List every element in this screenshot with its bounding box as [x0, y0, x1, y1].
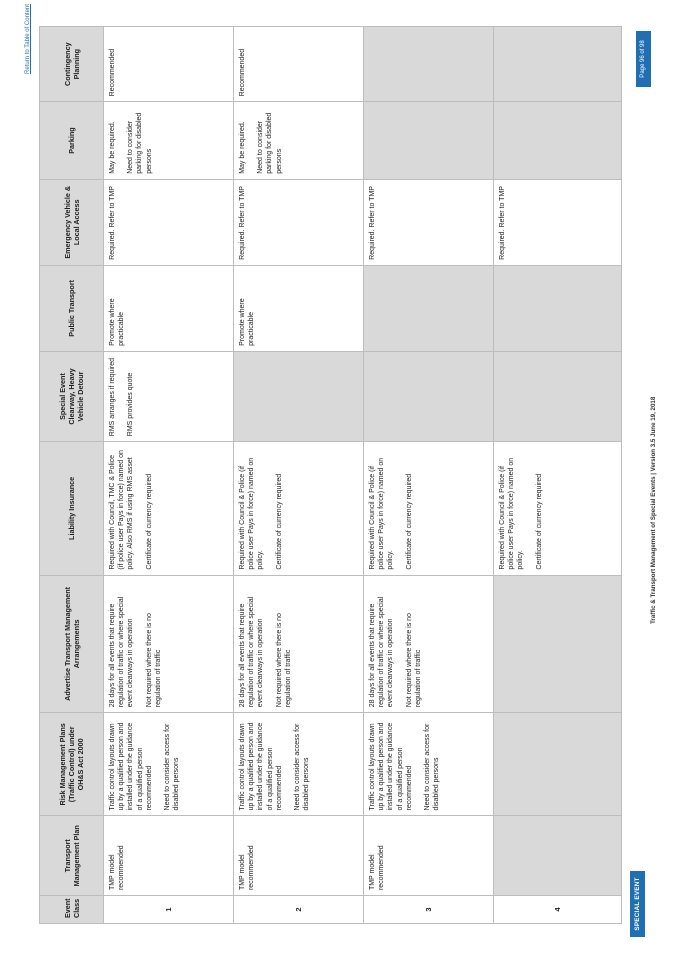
cell-paragraph: Recommended [109, 48, 116, 97]
parking-cell [494, 102, 622, 179]
risk-cell [494, 713, 622, 816]
risk-cell [234, 713, 364, 816]
tmp-cell [234, 816, 364, 896]
cell-paragraph: Promote where practicable [239, 298, 256, 346]
cell-paragraph: 28 days for all events that require regulation of traffic or where special event clearways in operation [239, 596, 265, 708]
liability-cell [234, 442, 364, 575]
cell-paragraph: Required. Refer to TMP [499, 186, 506, 260]
emergency-cell [234, 179, 364, 265]
parking-cell [364, 102, 494, 179]
event-class-cell: 1 [104, 896, 234, 924]
risk-cell [104, 713, 234, 816]
cell-paragraph: Traffic control layouts drawn up by a qualified person and installed under the guidance of a qualified person recommended [109, 722, 153, 811]
cell-paragraph: Recommended [239, 48, 246, 97]
cell-paragraph: 28 days for all events that require regulation of traffic or where special event clearways in operation [369, 596, 395, 708]
tmp-cell [364, 816, 494, 896]
event-class-cell: 3 [364, 896, 494, 924]
advert-cell [104, 575, 234, 713]
cell-paragraph: Not required where there is no regulation of traffic [405, 613, 422, 708]
public-cell [364, 265, 494, 351]
cell-paragraph: Required with Council & Police (if police user Pays in force) named on policy. [499, 457, 525, 570]
event-class-cell: 4 [494, 896, 622, 924]
cell-paragraph: Certificate of currency required [275, 473, 283, 570]
table-row [494, 27, 622, 924]
clearway-cell [494, 351, 622, 441]
cell-paragraph: TMP model recommended [369, 845, 386, 891]
cell-paragraph: Traffic control layouts drawn up by a qualified person and installed under the guidance of a qualified person recommended [239, 722, 283, 811]
table-row [104, 27, 234, 924]
page-number-badge: Page 96 of 98 [636, 31, 651, 87]
cell-paragraph: Need to consider access for disabled persons [164, 723, 181, 811]
advert-cell [234, 575, 364, 713]
column-header: Risk Management Plans (Traffic Control) under OH&S Act 2000 [40, 713, 104, 816]
cell-paragraph: 28 days for all events that require regulation of traffic or where special event clearways in operation [109, 596, 135, 708]
parking-cell [104, 102, 234, 179]
cell-paragraph: May be required. [109, 121, 116, 174]
cell-paragraph: Need to consider access for disabled persons [294, 723, 311, 811]
cell-paragraph: Need to consider access for disabled persons [424, 723, 441, 811]
table-header-row [40, 27, 104, 924]
column-header: Contingency Planning [40, 27, 104, 102]
cell-paragraph: May be required. [239, 121, 246, 174]
contingency-cell [104, 27, 234, 102]
cell-paragraph: RMS provides quote [127, 372, 135, 437]
contingency-cell [234, 27, 364, 102]
cell-paragraph: Certificate of currency required [535, 473, 543, 570]
cell-paragraph: Required with Council & Police (if police user Pays in force) named on policy. [369, 457, 395, 570]
public-cell [494, 265, 622, 351]
cell-paragraph: Traffic control layouts drawn up by a qualified person and installed under the guidance of a qualified person recommended [369, 722, 413, 811]
emergency-cell [494, 179, 622, 265]
return-to-contents-link[interactable]: Return to Table of Content [25, 4, 31, 74]
clearway-cell [364, 351, 494, 441]
cell-paragraph: TMP model recommended [239, 845, 256, 891]
liability-cell [494, 442, 622, 575]
event-class-cell: 2 [234, 896, 364, 924]
clearway-cell [104, 351, 234, 441]
event-class-requirements-table [39, 26, 622, 924]
cell-paragraph: TMP model recommended [109, 845, 126, 891]
cell-paragraph: Promote where practicable [109, 298, 126, 346]
cell-paragraph: Need to consider parking for disabled persons [127, 112, 153, 174]
cell-paragraph: Required. Refer to TMP [109, 186, 116, 260]
cell-paragraph: Need to consider parking for disabled persons [257, 112, 283, 174]
risk-cell [364, 713, 494, 816]
cell-paragraph: Not required where there is no regulation of traffic [275, 613, 292, 708]
liability-cell [104, 442, 234, 575]
column-header: Public Transport [40, 265, 104, 351]
advert-cell [364, 575, 494, 713]
column-header: Event Class [40, 896, 104, 924]
cell-paragraph: Required with Council & Police (if police user Pays in force) named on policy. [239, 457, 265, 570]
cell-paragraph: Required. Refer to TMP [239, 186, 246, 260]
table-row [364, 27, 494, 924]
emergency-cell [364, 179, 494, 265]
public-cell [104, 265, 234, 351]
special-event-guide-tag: SPECIAL EVENT GUIDE [630, 871, 645, 937]
table-row [234, 27, 364, 924]
column-header: Emergency Vehicle & Local Access [40, 179, 104, 265]
cell-paragraph: Certificate of currency required [145, 473, 153, 570]
cell-paragraph: RMS arranges if required [109, 358, 116, 437]
public-cell [234, 265, 364, 351]
column-header: Liability Insurance [40, 442, 104, 575]
footer-text: Traffic & Transport Management of Special Events | Version 3.5 June 19, 2018 [650, 396, 657, 624]
cell-paragraph: Not required where there is no regulation of traffic [145, 613, 162, 708]
column-header: Parking [40, 102, 104, 179]
contingency-cell [494, 27, 622, 102]
advert-cell [494, 575, 622, 713]
cell-paragraph: Required. Refer to TMP [369, 186, 376, 260]
emergency-cell [104, 179, 234, 265]
contingency-cell [364, 27, 494, 102]
column-header: Special Event Clearway, Heavy Vehicle Detour [40, 351, 104, 441]
tmp-cell [494, 816, 622, 896]
cell-paragraph: Required with Council, TMC & Police (if police user Pays in force) named on policy. Also RMS if using RMS asset [109, 450, 135, 570]
column-header: Advertise Transport Management Arrangements [40, 575, 104, 713]
parking-cell [234, 102, 364, 179]
tmp-cell [104, 816, 234, 896]
column-header: Transport Management Plan [40, 816, 104, 896]
liability-cell [364, 442, 494, 575]
cell-paragraph: Certificate of currency required [405, 473, 413, 570]
clearway-cell [234, 351, 364, 441]
